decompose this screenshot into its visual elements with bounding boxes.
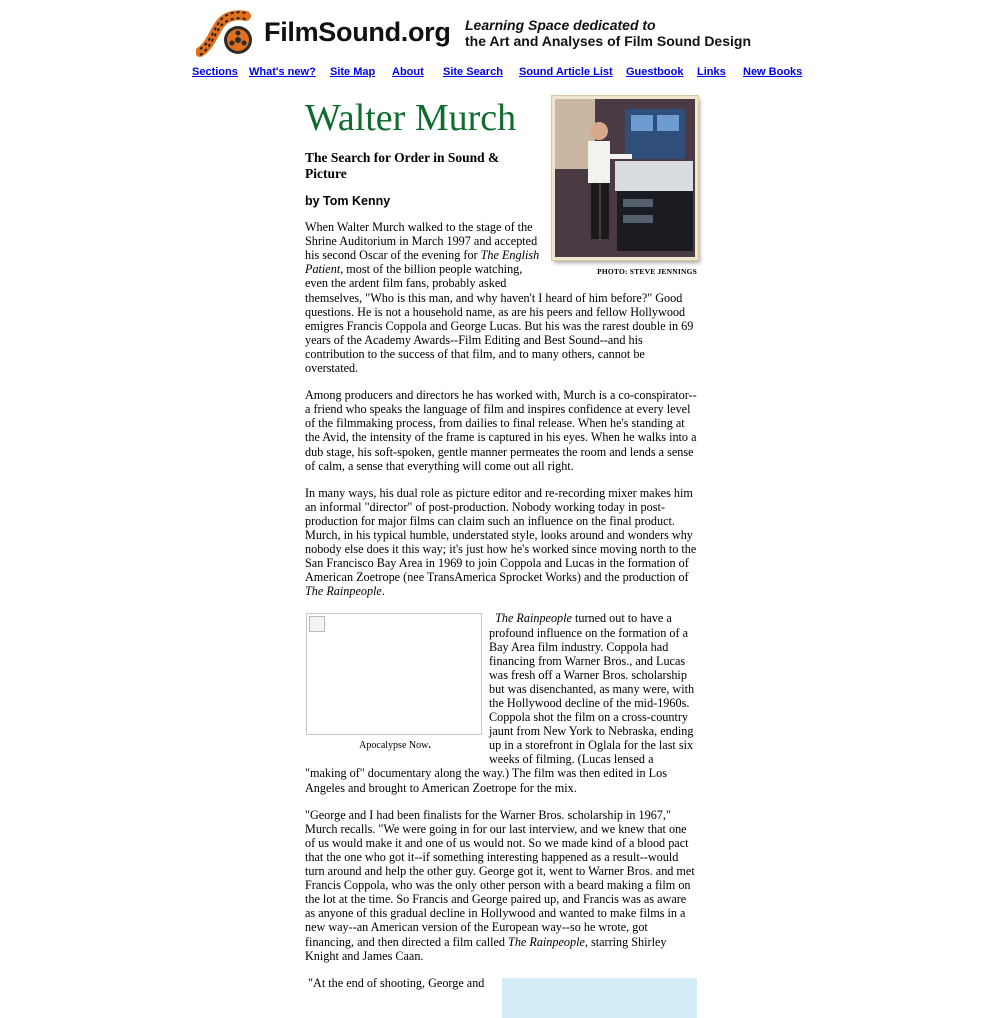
nav-sections[interactable]: Sections (192, 66, 238, 78)
site-tagline (465, 18, 751, 50)
portrait-illustration (555, 99, 695, 257)
page-title: Walter Murch (305, 97, 517, 139)
paragraph-3: In many ways, his dual role as picture editor and re-recording mixer makes him an informal "director" of post-production. Nobody working today in post-production for major films can claim such an influence on the final product. Murch, in his typical humble, understated style, looks around and wonders why nobody else does it this way; it's just how he's worked since moving north to the San Francisco Bay Area in 1969 to join Coppola and Lucas in the formation of American Zoetrope (nee TransAmerica Sprocket Works) and the production of The Rainpeople. (305, 485, 697, 599)
portrait-caption: PHOTO: STEVE JENNINGS (597, 267, 697, 276)
nav-site-map[interactable]: Site Map (330, 66, 376, 78)
nav-new-books[interactable]: New Books (743, 66, 803, 78)
tagline-line-2: the Art and Analyses of Film Sound Design (465, 33, 751, 49)
nav-whats-new[interactable]: What's new? (249, 66, 316, 78)
nav-guestbook[interactable]: Guestbook (626, 66, 684, 78)
paragraph-5: "George and I had been finalists for the Warner Bros. scholarship in 1967," Murch recalls. "We were going in for our last interview, and we knew that one of us would make it and one of us would not. So we made kind of a blood pact that the one who got it--if something interesting happened as a result--would turn around and help the other guy. George got it, went to Warner Bros. and met Francis Coppola, who was the only other person with a beard making a film on the lot at the time. So Francis and George paired up, and Francis was as aware as anyone of this gradual decline in Hollywood and wanted to make films in a new way--an American version of the European way--so he wrote, got financing, and then directed a film called The Rainpeople, starring Shirley Knight and James Caan. (305, 807, 695, 963)
apocalypse-now-caption: Apocalypse Now. (359, 740, 431, 752)
site-header (0, 0, 1000, 64)
paragraph-1: When Walter Murch walked to the stage of the Shrine Auditorium in March 1997 and accepted his second Oscar of the evening for The English Patient, most of the billion people watching, even the ardent film fans, probably asked themselves, "Who is this man, and why haven't I heard of him before?" Good questions. He is not a household name, as are his peers and fellow Hollywood emigres Francis Coppola and George Lucas. But his was the rarest double in 69 years of the Academy Awards--Film Editing and Best Sound--and his contribution to the success of that film, and to many others, cannot be overstated. (305, 220, 694, 376)
article (305, 96, 697, 1018)
site-logo-text[interactable]: FilmSound.org (264, 17, 451, 47)
article-byline: by Tom Kenny (305, 194, 391, 208)
portrait-figure (547, 96, 697, 279)
sidebar-box (502, 978, 697, 1018)
tagline-line-1: Learning Space dedicated to (465, 17, 656, 33)
nav-sound-article-list[interactable]: Sound Article List (519, 66, 613, 78)
nav-links[interactable]: Links (697, 66, 726, 78)
nav-about[interactable]: About (392, 66, 424, 78)
nav-site-search[interactable]: Site Search (443, 66, 503, 78)
broken-image-icon (309, 616, 325, 632)
film-reel-icon[interactable] (196, 6, 254, 60)
article-subtitle: The Search for Order in Sound & Picture (305, 150, 500, 181)
apocalypse-now-figure (305, 613, 485, 753)
paragraph-2: Among producers and directors he has worked with, Murch is a co-conspirator--a friend who speaks the language of film and inspires confidence at every level of the filmmaking process, from dailies to final release. When he's standing at the Avid, the intensity of the frame is captured in his eyes. When he walks into a dub stage, his soft-spoken, gentle manner permeates the room and lends a sense of calm, a sense that everything will come out all right. (305, 388, 697, 473)
paragraph-6: "At the end of shooting, George and (305, 976, 697, 990)
top-nav (0, 66, 1000, 80)
paragraph-4: Apocalypse Now. The Rainpeople turned out to have a profound influence on the formation of a Bay Area film industry. Coppola had financing from Warner Bros., and Lucas was fresh off a Warner Bros. scholarship but was disenchanted, as many were, with the Hollywood decline of the mid-1960s. Coppola shot the film on a cross-country jaunt from New York to Nebraska, ending up in a storefront in Oglala for the last six weeks of filming. (Lucas lensed a "making of" documentary along the way.) The film was then edited in Los Angeles and brought to American Zoetrope for the mix. (305, 611, 695, 795)
broken-image (306, 613, 482, 735)
portrait-photo (552, 96, 698, 260)
